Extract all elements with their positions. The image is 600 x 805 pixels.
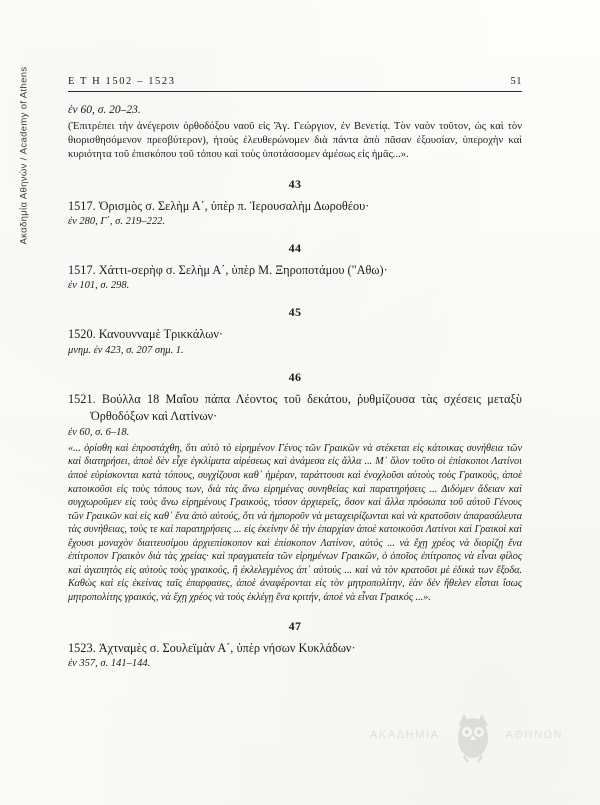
running-head (68, 76, 522, 92)
owl-emblem-icon (446, 706, 500, 764)
spine-caption: Ακαδημία Αθηνών / Academy of Athens (18, 66, 30, 245)
entry-text: 1520. Κανουνναμὲ Τρικκάλων· (68, 327, 223, 342)
entry-source: ἐν 280, Γ΄, σ. 219–222. (68, 216, 165, 228)
entry-source: ἐν 357, σ. 141–144. (68, 658, 151, 670)
running-head-left: Ε Τ Η 1502 – 1523 (68, 76, 176, 87)
watermark-right-word: ΑΘΗΝΩΝ (505, 729, 563, 741)
entry-citation: «... ὁρίσθη καὶ ἐπροστάχθη, ὅτι αὐτὸ τὸ εἰρημένον Γένος τῶν Γραικῶν νὰ στέκεται εἰς κάτοικας συνήθεια τῶν καὶ διατηρήσει, ἀποὲ δὲν εἶχε ἐγκλίματα αἱρέσεως καὶ ἀνάμεσα εἰς ἄλλα ... Μ᾽ ὅλον τοῦτο οἱ ἐπίσκοποι Λατίνοι ἀποὲ εὑρίσκονται κατὰ τόπους, συγχίζουσι καθ᾽ ἡμέραν, ταράττουσι καὶ ἐνοχλοῦσι αὐτοὺς τοὺς Γραικούς, ἀποὲ κατοικοῦσι εἰς τοὺς τόπους των, διὰ τὰς ἄνω εἰρημένας συνηθείας καὶ παρατηρήσεις ... Διδόμεν ἄδειαν καὶ συγχωροῦμεν εἰς τοὺς ἄνω εἰρημένους Γραικούς, τόσον ἀρχιερεῖς, ὅσον καὶ ἄλλα πρόσωπα τοῦ αὐτοῦ Γένους τῶν Γραικῶν καὶ εἰς καθ᾽ ἕνα ἀπὸ αὐτούς, ὅτι νὰ ἠμποροῦν νὰ μεταχειρίζωνται καὶ νὰ κρατοῦσιν ἀπαρασάλευτα τὰς συνήθειας, τοὺς τε καὶ παρατηρήσεις ... εἰς ἐκείνην δὲ τὴν ἐπαρχίαν ἀποὲ κατοικοῦσι Λατίνοι καὶ Γραικοὶ καὶ ἔχουσι μοναχὸν διαιτευσίμου ἀρχιεπίσκοπον καὶ ἐπίσκοπον Λατίνον, αὐτός ... νὰ ἔχῃ χρέος νὰ διορίζῃ ἕνα ἐπίτροπον Γραικὸν διὰ τὰς χρείας· καὶ πραγματεία τῶν εἰρημένων Γραικῶν, ὁ ὁποῖος ἐπίτροπος νὰ εἶναι φίλος καὶ ἀγαπητὸς εἰς αὐτοὺς τοὺς γραικούς, ἢ ἐκλελεγμένος ἀπ᾽ αὐτούς ... καὶ νὰ τὸν κρατοῦσι μὲ ἐδικά των ἔξοδα. Καθὼς καὶ εἰς ἐκείνας ταῖς ἐπαρφασες, ἀποὲ ἀναφέρονται εἰς τὸν μητροπολίτην, ἐὰν δὲν ἤθελεν εἶσται ἴσως μητροπολίτης γραικός, νὰ ἔχῃ χρέος νὰ τοὺς ἐκλέγῃ ἕνα κριτήν, ἀποὲ νὰ εἶναι Γραικός ...». (68, 442, 522, 604)
entry-number: 45 (288, 305, 302, 320)
entry-number: 46 (288, 369, 302, 384)
entry-number: 44 (288, 241, 302, 256)
page-number: 51 (510, 76, 522, 87)
entry-text: 1521. Βούλλα 18 Μαΐου πάπα Λέοντος τοῦ δεκάτου, ῥυθμίζουσα τὰς σχέσεις μεταξὺ Ὀρθοδόξων καὶ Λατίνων· (68, 391, 522, 424)
watermark (370, 700, 575, 770)
text-column (68, 76, 522, 669)
top-quote: (Ἐπιτρέπει τὴν ἀνέγερσιν ὀρθοδόξου ναοῦ εἰς Ἅγ. Γεώργιον, ἐν Βενετίᾳ. Τὸν ναὸν τοῦτον, ὡς καὶ τὸν θιορισθησόμενον πρεσβύτερον), ἡτοὺς ἐλευθερώνομεν διὰ πάντα ἀπὸ πᾶσαν ἐξουσίαν, ὑπεροχὴν καὶ κυριότητα τοῦ ἐπισκόπου τοῦ τόπου καὶ τοὺς ὑποτάσσομεν ἀμέσως εἰς ἡμᾶς...». (68, 121, 522, 161)
entry-source: ἐν 60, σ. 6–18. (68, 426, 130, 438)
entry-source: ἐν 101, σ. 298. (68, 280, 130, 292)
spine-caption-area (0, 0, 34, 805)
entry-source: μνημ. ἐν 423, σ. 207 σημ. 1. (68, 344, 184, 356)
watermark-left-word: ΑΚΑΔΗΜΙΑ (370, 729, 440, 741)
entry-number: 43 (288, 176, 302, 191)
top-reference: ἐν 60, σ. 20–23. (68, 104, 141, 116)
entry-text: 1517. Ὁρισμὸς σ. Σελὴμ Α΄, ὑπὲρ π. Ἱερουσαλὴμ Δωροθέου· (68, 198, 370, 213)
entry-number: 47 (288, 618, 302, 633)
entry-text: 1517. Χάττι-σερὴφ σ. Σελὴμ Α΄, ὑπὲρ Μ. Ξηροποτάμου ("Αθω)· (68, 263, 388, 278)
entry-text: 1523. Ἀχτναμὲς σ. Σουλεϊμὰν Α΄, ὑπὲρ νήσων Κυκλάδων· (68, 640, 356, 655)
